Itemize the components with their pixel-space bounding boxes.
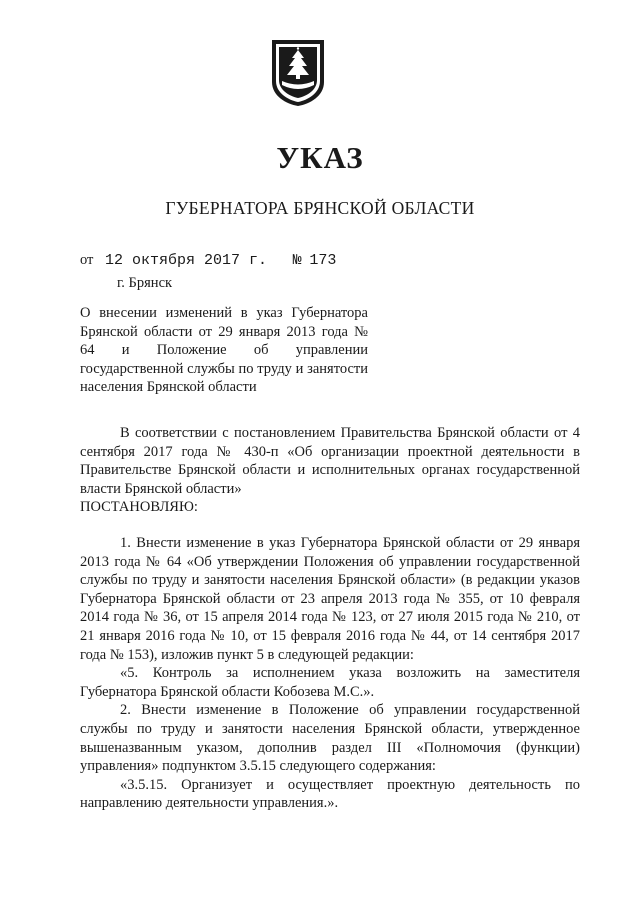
date-prefix: от (80, 252, 94, 268)
date-line (80, 252, 336, 269)
coat-of-arms-icon (270, 38, 326, 108)
item-1-paragraph: 1. Внести изменение в указ Губернатора Брянской области от 29 января 2013 года № 64 «Об утверждении Положения об управлении государственной службы по труду и занятости населения Брянской области» (в редакции указов Губернатора Брянской области от 23 апреля 2013 года № 355, от 10 февраля 2014 года № 36, от 15 апреля 2014 года № 123, от 27 июля 2015 года № 210, от 21 января 2016 года № 10, от 15 февраля 2016 года № 44, от 14 сентября 2017 года № 153), изложив пункт 5 в следующей редакции: (80, 534, 580, 663)
document-number: 173 (309, 252, 337, 269)
document-title: УКАЗ (276, 140, 364, 175)
document-subject: О внесении изменений в указ Губернатора Брянской области от 29 января 2013 года № 64 и Положение об управлении государственной службы по труду и занятости населения Брянской области (80, 305, 368, 396)
item-1-quote: «5. Контроль за исполнением указа возложить на заместителя Губернатора Брянской области Кобозева М.С.». (80, 665, 580, 700)
resolve-heading: ПОСТАНОВЛЯЮ: (80, 499, 198, 516)
document-date: 12 октября 2017 г. (105, 252, 268, 269)
city: г. Брянск (117, 275, 173, 291)
document-body (80, 424, 580, 813)
document-subtitle: ГУБЕРНАТОРА БРЯНСКОЙ ОБЛАСТИ (165, 198, 475, 218)
item-2-paragraph: 2. Внести изменение в Положение об управлении государственной службы по труду и занятости населения Брянской области, утвержденное вышеназванным указом, дополнив раздел III «Полномочия (функции) управления» подпунктом 3.5.15 следующего содержания: (80, 702, 580, 775)
preamble-paragraph: В соответствии с постановлением Правительства Брянской области от 4 сентября 2017 года № 430-п «Об организации проектной деятельности в Правительстве Брянской области и исполнительных органах государственной власти Брянской области» (80, 425, 580, 497)
number-label: № (292, 252, 302, 269)
item-2-quote: «3.5.15. Организует и осуществляет проектную деятельность по направлению деятельности управления.». (80, 776, 580, 812)
